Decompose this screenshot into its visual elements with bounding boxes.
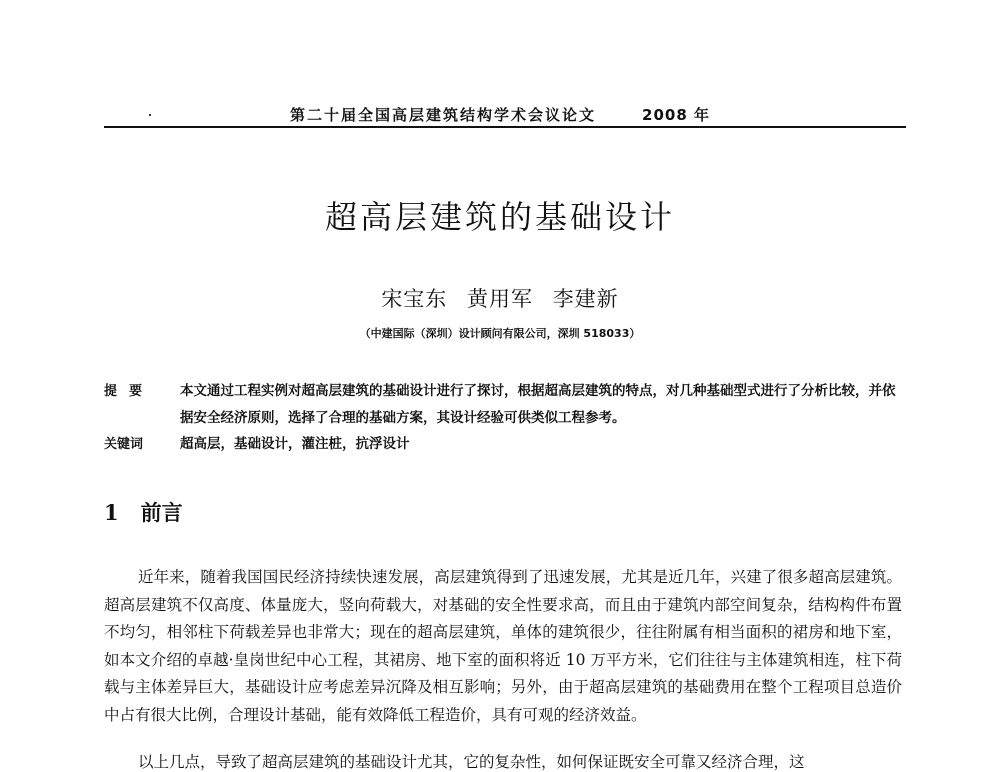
section-heading [104, 497, 183, 527]
author-list: 宋宝东 黄用军 李建新 [381, 287, 619, 311]
abstract-label: 提要 [104, 384, 155, 399]
keywords-label: 关键词 [104, 437, 144, 452]
header-rule [104, 126, 906, 128]
header-dot-mark [149, 114, 151, 116]
section-number: 1 [104, 500, 119, 525]
section-title: 前言 [140, 500, 183, 525]
keywords-text: 超高层，基础设计，灌注桩，抗浮设计 [180, 436, 410, 452]
paper-title: 超高层建筑的基础设计 [324, 198, 675, 236]
affiliation: （中建国际（深圳）设计顾问有限公司，深圳 518033） [359, 327, 641, 340]
abstract-text: 本文通过工程实例对超高层建筑的基础设计进行了探讨，根据超高层建筑的特点，对几种基础型式进行了分析比较，并依据安全经济原则，选择了合理的基础方案，其设计经验可供类似工程参考。 [180, 383, 896, 426]
body-next-line-cutoff: 以上几点，导致了超高层建筑的基础设计尤其，它的复杂性，如何保证既安全可靠又经济合理，这 [138, 753, 805, 771]
conference-name: 第二十届全国高层建筑结构学术会议论文 [290, 106, 597, 124]
conference-year: 2008 年 [642, 106, 710, 124]
body-paragraph: 近年来，随着我国国民经济持续快速发展，高层建筑得到了迅速发展，尤其是近几年，兴建了很多超高层建筑。超高层建筑不仅高度、体量庞大，竖向荷载大，对基础的安全性要求高，而且由于建筑内部空间复杂，结构构件布置不均匀，相邻柱下荷载差异也非常大；现在的超高层建筑，单体的建筑很少，往往附属有相当面积的裙房和地下室，如本文介绍的卓越·皇岗世纪中心工程，其裙房、地下室的面积将近 10 万平方米，它们往往与主体建筑相连，柱下荷载与主体差异巨大，基础设计应考虑差异沉降及相互影响；另外，由于超高层建筑的基础费用在整个工程项目总造价中占有很大比例，合理设计基础，能有效降低工程造价，具有可观的经济效益。 [104, 568, 902, 724]
